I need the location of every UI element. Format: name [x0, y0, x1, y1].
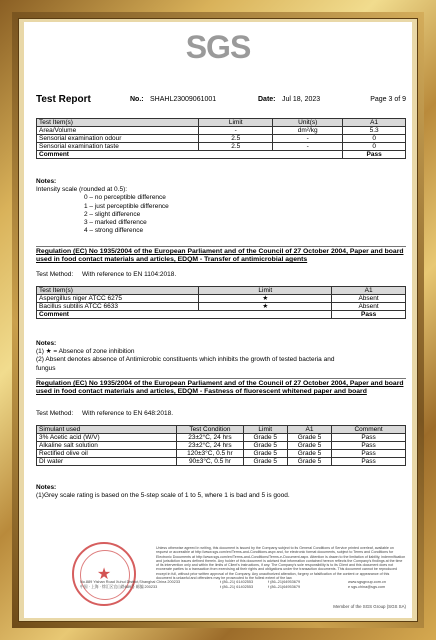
divider [36, 378, 406, 379]
table-cell: 2.5 [199, 143, 273, 151]
test-method-value: With reference to EN 1104:2018. [82, 271, 177, 278]
table-cell: Grade 5 [287, 442, 331, 450]
notes-grey-scale [36, 484, 406, 500]
table-cell: Grade 5 [243, 434, 287, 442]
table-cell: dm²/kg [273, 127, 343, 135]
table-cell: Area/Volume [37, 127, 199, 135]
phone-en: t (86–21) 61402553 [220, 580, 254, 584]
scale-item: 3 – marked difference [84, 219, 147, 227]
address-cn: 中国 · 上海 · 徐汇区宜山路889号 邮编 200233 [80, 585, 158, 589]
table-cell: Grade 5 [287, 458, 331, 466]
test-method-label: Test Method: [36, 410, 74, 417]
page-number: Page 3 of 9 [370, 96, 406, 103]
table-cell: 120±3°C, 0.5 hr [177, 450, 243, 458]
report-no-label: No.: [130, 96, 144, 103]
table-cell: 0 [343, 135, 406, 143]
table-row [37, 135, 406, 143]
table-cell: Alkaline salt solution [37, 442, 177, 450]
table-cell: 23±2°C, 24 hrs [177, 434, 243, 442]
table-row [37, 295, 406, 303]
table-cell: Pass [332, 434, 406, 442]
seal-star-icon: ★ [96, 566, 112, 583]
table-header-row [37, 287, 406, 295]
phone-cn: t (86–21) 61402553 [220, 585, 254, 589]
divider [36, 246, 406, 247]
table-header-cell: A1 [343, 119, 406, 127]
table-row [37, 127, 406, 135]
antimicrobial-results-table [36, 286, 406, 319]
table-header-cell: Test Condition [177, 426, 243, 434]
table-cell: - [273, 135, 343, 143]
table-cell: Grade 5 [287, 434, 331, 442]
address-en: No.889 Yishan Road Xuhui District,Shanghai China 200233 [80, 580, 181, 584]
notes-intensity-scale [36, 178, 406, 235]
table-header-cell: Unit(s) [273, 119, 343, 127]
report-no-value: SHAHL23009061001 [150, 96, 217, 103]
regulation-antimicrobial: Regulation (EC) No 1935/2004 of the European Parliament and of the Council of 27 October 2004, Paper and board used in food contact materials and articles, EDQM - Transfer of antimicrobial agents [36, 248, 404, 264]
table-cell: Sensorial examination odour [37, 135, 199, 143]
scale-item: 1 – just perceptible difference [84, 202, 169, 210]
table-cell: Grade 5 [243, 450, 287, 458]
document-page [24, 22, 412, 618]
table-cell: ★ [199, 295, 332, 303]
scale-item: 2 – slight difference [84, 210, 141, 218]
email-link[interactable]: e sgs.china@sgs.com [348, 585, 386, 589]
table-cell: Pass [332, 442, 406, 450]
table-cell: Rectified olive oil [37, 450, 177, 458]
test-method-value: With reference to EN 648:2018. [82, 410, 174, 417]
table-cell: Absent [332, 295, 406, 303]
notes-intro: Intensity scale (rounded at 0.5): [36, 186, 128, 194]
website-link[interactable]: www.sgsgroup.com.cn [348, 580, 386, 584]
table-row [37, 458, 406, 466]
table-cell: ★ [199, 303, 332, 311]
table-cell: 5.3 [343, 127, 406, 135]
table-cell: 23±2°C, 24 hrs [177, 442, 243, 450]
table-cell: Grade 5 [243, 442, 287, 450]
notes-title: Notes: [36, 484, 57, 491]
comment-label: Comment [37, 151, 343, 159]
table-cell: Grade 5 [287, 450, 331, 458]
fax-en: f (86–21)64953679 [268, 580, 301, 584]
table-cell: Absent [332, 303, 406, 311]
table-row [37, 442, 406, 450]
report-date-value: Jul 18, 2023 [282, 96, 321, 103]
report-date-label: Date: [258, 96, 276, 103]
note-item: (1) ★ = Absence of zone inhibition [36, 348, 135, 356]
regulation-fluorescent: Regulation (EC) No 1935/2004 of the European Parliament and of the Council of 27 October 2004, Paper and board used in food contact materials and articles, EDQM - Fastness of fluorescent whitened paper and board [36, 380, 404, 396]
note-item: (2) Absent denotes absence of Antimicrobic constituents which inhibits the growth of tested bacteria and [36, 356, 335, 364]
table-cell: - [199, 127, 273, 135]
note-item: (1)Grey scale rating is based on the 5-step scale of 1 to 5, where 1 is bad and 5 is good. [36, 492, 290, 500]
fluorescent-results-table [36, 425, 406, 466]
table-header-row [37, 119, 406, 127]
sensorial-results-table [36, 118, 406, 159]
table-header-cell: Test Item(s) [37, 287, 199, 295]
table-cell: DI water [37, 458, 177, 466]
report-title: Test Report [36, 94, 91, 105]
table-row [37, 450, 406, 458]
table-header-cell: Simulant used [37, 426, 177, 434]
table-header-cell: A1 [287, 426, 331, 434]
comment-value: Pass [343, 151, 406, 159]
sgs-logo-text: SGS [185, 29, 251, 65]
test-method-label: Test Method: [36, 271, 74, 278]
member-statement: Member of the SGS Group (SGS SA) [333, 604, 406, 609]
table-header-cell: Limit [199, 119, 273, 127]
table-cell: 3% Acetic acid (W/V) [37, 434, 177, 442]
table-cell: 2.5 [199, 135, 273, 143]
notes-title: Notes: [36, 178, 57, 185]
table-cell: Sensorial examination taste [37, 143, 199, 151]
table-cell: 0 [343, 143, 406, 151]
table-cell: Pass [332, 458, 406, 466]
note-item: fungus [36, 364, 56, 372]
notes-title: Notes: [36, 340, 57, 347]
table-cell: - [273, 143, 343, 151]
table-header-cell: A1 [332, 287, 406, 295]
scale-item: 0 – no perceptible difference [84, 194, 166, 202]
table-cell: Bacillus subtilis ATCC 6633 [37, 303, 199, 311]
fax-cn: f (86–21)64953679 [268, 585, 301, 589]
sgs-logo [185, 28, 251, 66]
table-header-cell: Test Item(s) [37, 119, 199, 127]
comment-value: Pass [332, 311, 406, 319]
table-header-cell: Comment [332, 426, 406, 434]
scale-item: 4 – strong difference [84, 227, 144, 235]
comment-label: Comment [37, 311, 332, 319]
comment-row [37, 311, 406, 319]
table-row [37, 303, 406, 311]
table-header-row [37, 426, 406, 434]
table-cell: 90±3°C, 0.5 hr [177, 458, 243, 466]
table-cell: Aspergillus niger ATCC 6275 [37, 295, 199, 303]
table-cell: Grade 5 [243, 458, 287, 466]
table-header-cell: Limit [243, 426, 287, 434]
test-method-fluorescent [36, 410, 174, 417]
table-row [37, 143, 406, 151]
table-header-cell: Limit [199, 287, 332, 295]
notes-antimicrobial [36, 340, 406, 373]
table-row [37, 434, 406, 442]
table-cell: Pass [332, 450, 406, 458]
terms-fine-print: Unless otherwise agreed in writing, this document is issued by the Company subject to its General Conditions of Service printed overleaf, available on request or accessible at http://www.sgs.com/en/Terms-and-Conditions.aspx and, for electronic format documents, subject to Terms and Conditions for Electronic Documents at http://www.sgs.com/en/Terms-and-Conditions/Terms-e-Document.aspx. Attention is drawn to the limitation of liability, indemnification and jurisdiction issues defined therein. Any holder of this document is advised that information contained hereon reflects the Company's findings at the time of its intervention only and within the limits of Client's instructions, if any. The Company's sole responsibility is to its Client and this document does not exonerate parties to a transaction from exercising all their rights and obligations under the transaction documents. This document cannot be reproduced except in full, without prior written approval of the Company. Any unauthorized alteration, forgery or falsification of the content or appearance of this document is unlawful and offenders may be prosecuted to the fullest extent of the law. [156, 546, 406, 581]
test-method-antimicrobial [36, 271, 177, 278]
report-header [36, 96, 406, 108]
comment-row [37, 151, 406, 159]
official-seal-stamp [72, 542, 136, 606]
